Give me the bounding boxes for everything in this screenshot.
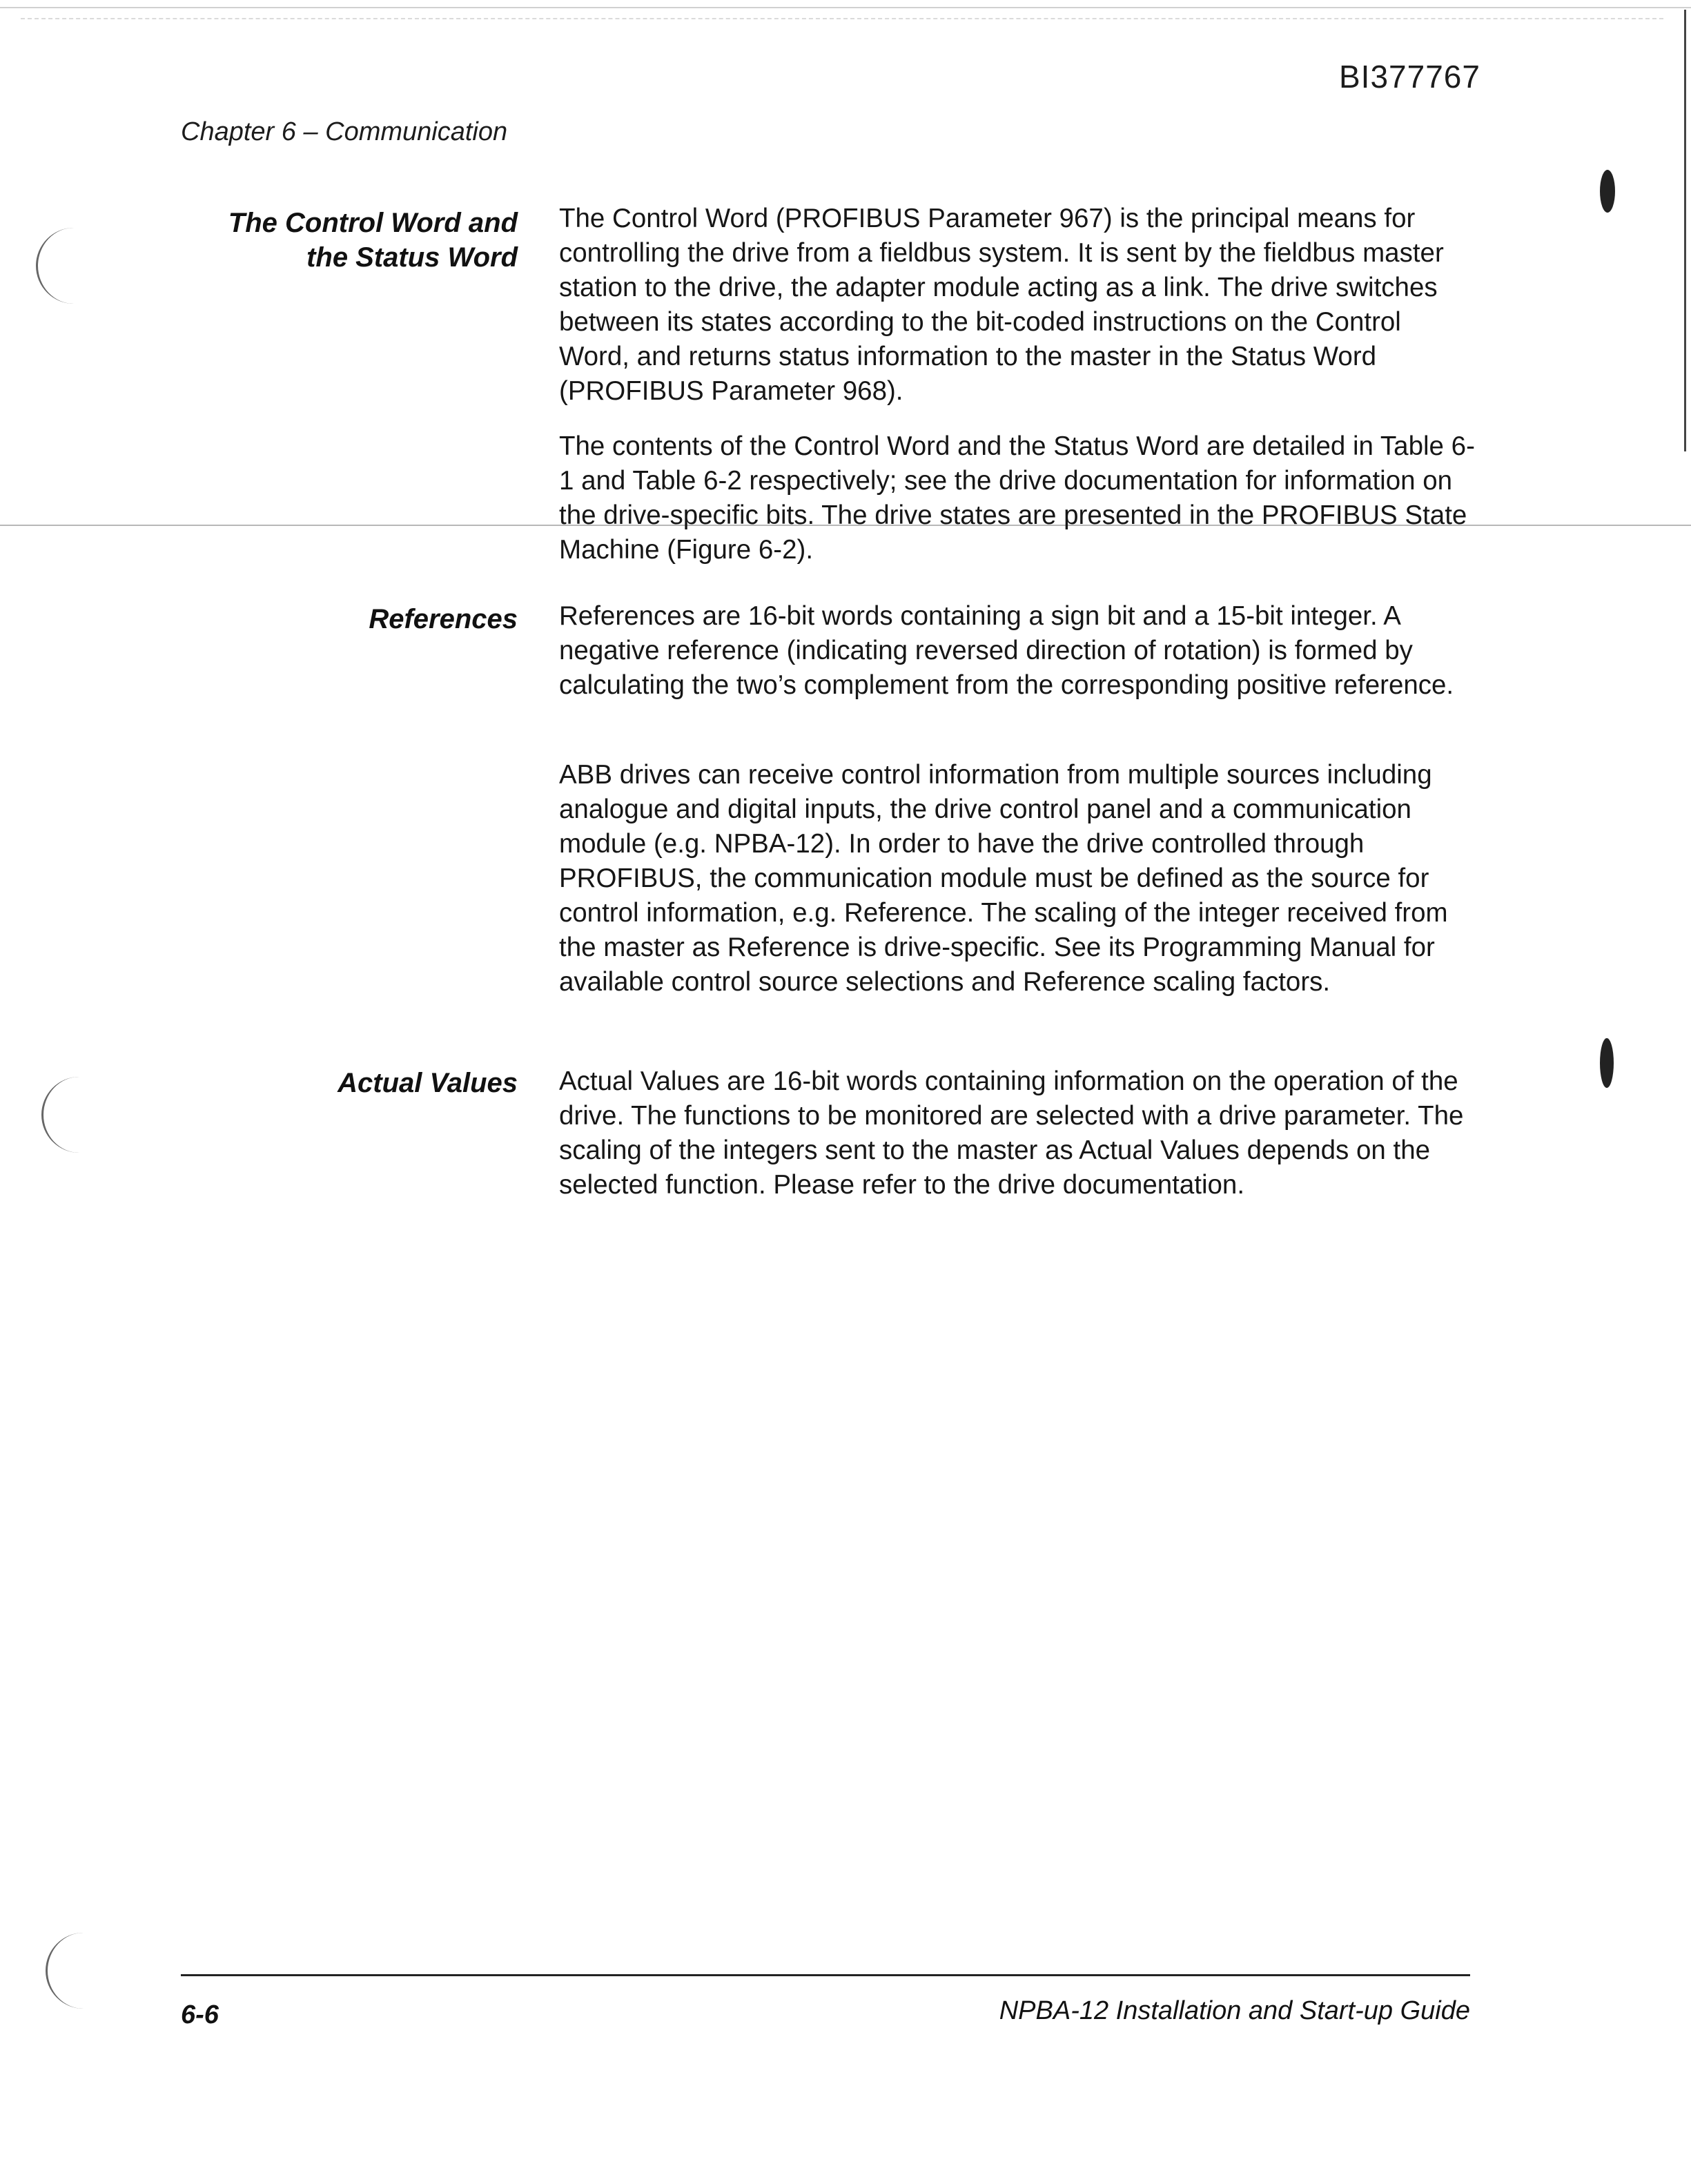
binder-hole-icon — [46, 1933, 89, 2009]
footer-rule — [181, 1974, 1470, 1976]
binder-hole-icon — [41, 1077, 85, 1153]
paragraph: The contents of the Control Word and the Status Word are detailed in Table 6-1 and Table 6-2 respectively; see the drive documentation for information on the drive-specific bits. The drive states are presented in the PROFIBUS State Machine (Figure 6-2). — [559, 431, 1475, 565]
guide-title: NPBA-12 Installation and Start-up Guide — [999, 1996, 1470, 2025]
paragraph: The Control Word (PROFIBUS Parameter 967) is the principal means for controlling the drive from a fieldbus system. It is sent by the fieldbus master station to the drive, the adapter module acting as a link. The drive switches between its states according to the bit-coded instructions on the Control Word, and returns status information to the master in the Status Word (PROFIBUS Parameter 968). — [559, 204, 1444, 406]
section-heading-control-word — [131, 206, 518, 275]
paragraph: ABB drives can receive control information from multiple sources including analogue and digital inputs, the drive control panel and a communication module (e.g. NPBA-12). In order to have the drive controlled through PROFIBUS, the communication module must be defined as the source for control information, e.g. Reference. The scaling of the integer received from the master as Reference is drive-specific. See its Programming Manual for available control source selections and Reference scaling factors. — [559, 760, 1448, 997]
paragraph: Actual Values are 16-bit words containing information on the operation of the drive. The functions to be monitored are selected with a drive parameter. The scaling of the integers sent to the master as Actual Values depends on the selected function. Please refer to the drive documentation. — [559, 1066, 1464, 1200]
scan-speck-icon — [1600, 1038, 1614, 1088]
section-heading-references — [131, 602, 518, 636]
document-id: BI377767 — [1339, 59, 1480, 95]
scan-speck-icon — [1600, 170, 1615, 213]
section-heading-actual-values — [131, 1066, 518, 1100]
page-number: 6-6 — [181, 2000, 219, 2029]
binder-hole-icon — [36, 228, 79, 304]
scan-edge-line — [1684, 10, 1686, 451]
paragraph: References are 16-bit words containing a sign bit and a 15-bit integer. A negative reference (indicating reversed direction of rotation) is formed by calculating the two’s complement from the corresponding positive reference. — [559, 601, 1454, 700]
scan-edge-line — [0, 7, 1691, 8]
section-heading-line: Actual Values — [338, 1068, 518, 1098]
chapter-header: Chapter 6 – Communication — [181, 117, 508, 146]
section-heading-line: the Status Word — [306, 242, 518, 273]
section-heading-line: The Control Word and — [228, 208, 518, 238]
scan-edge-line — [21, 18, 1663, 19]
section-heading-line: References — [369, 604, 518, 634]
